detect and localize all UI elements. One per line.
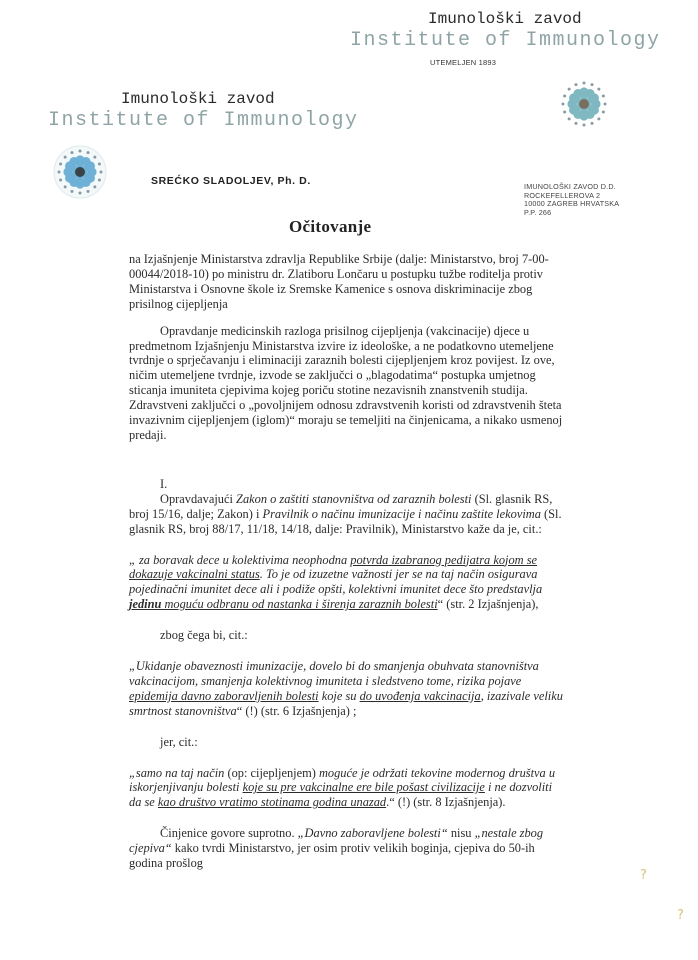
law-reference: (Sl. glasnik RS, broj 15/16, dalje; Zakon) i [129, 491, 553, 521]
logo-dot [591, 83, 594, 86]
logo-dot [75, 167, 85, 177]
document-title: Očitovanje [289, 217, 372, 236]
quote-3-underlined-2: kao društvo vratimo stotinama godina unazad [157, 795, 387, 810]
logo-dot [568, 117, 571, 120]
page-stain-mark: ? [677, 908, 684, 923]
quote-2-tail: , izazivale veliku smrtnost stanovništva [129, 688, 563, 718]
quote-3-underlined: koje su pre vakcinalne ere bile pošast civilizacije [242, 780, 485, 795]
logo-dot [597, 88, 600, 91]
quote-1-underlined: potvrda izabranog pedijatra kojom se dokazuje vakcinalni status [129, 552, 538, 582]
spacer [129, 443, 564, 477]
quote-3-tail: i ne dozvoliti da se [129, 780, 553, 810]
quote-1-close: “ (str. 2 Izjašnjenja), [437, 597, 539, 612]
paragraph-last [129, 826, 564, 871]
logo-dot [79, 192, 82, 195]
logo-dot [79, 150, 82, 153]
paragraph-last-lead: Činjenice govore suprotno. [160, 826, 298, 841]
section-number: I. [160, 476, 168, 491]
address-line: P.P. 266 [524, 207, 552, 217]
paragraph-last-quote-1: „Davno zaboravljene bolesti“ [297, 826, 448, 841]
letterhead-left-institute-en: Institute of Immunology [48, 109, 359, 132]
letterhead-right-institute-hr: Imunološki zavod [428, 10, 582, 28]
logo-dot [602, 94, 605, 97]
paragraph-last-mid: nisu [447, 826, 475, 841]
quote-2-underlined: epidemija davno zaboravljenih bolesti [129, 688, 319, 703]
address-line: IMUNOLOŠKI ZAVOD D.D. [524, 182, 616, 191]
quote-2-close: “ (!) (str. 6 Izjašnjenja) ; [236, 703, 357, 718]
spacer [129, 537, 564, 553]
connector-2-text: jer, cit.: [160, 734, 198, 749]
logo-dot [604, 103, 607, 106]
letter-body [129, 252, 564, 871]
rule-reference: (Sl. glasnik RS, broj 88/17, 11/18, 14/18, dalje: Pravilnik), Ministarstvo kaže da je, cit.: [129, 506, 562, 536]
logo-dot [602, 111, 605, 114]
spacer [129, 612, 564, 628]
logo-dot [98, 162, 101, 165]
quote-2-open: „Ukidanje obaveznosti imunizacije, dovelo bi do smanjenja obuhvata stanovništva vakcinacijom, smanjenja kolektivnog imuniteta i sledstveno tome, rizika pojave [129, 659, 539, 688]
address-line: 10000 ZAGREB HRVATSKA [524, 199, 620, 209]
established-label: UTEMELJEN 1893 [430, 58, 497, 67]
logo-dot [59, 179, 62, 182]
logo-dot [98, 179, 101, 182]
logo-dot [574, 122, 577, 125]
logo-dot [568, 88, 571, 91]
immunology-logo-icon [556, 76, 612, 132]
logo-dot [597, 117, 600, 120]
immunology-logo-left-icon [52, 144, 108, 200]
rule-title: Pravilnik o načinu imunizacije i načinu zaštite lekovima [262, 506, 541, 521]
logo-dot [100, 171, 103, 174]
logo-dot [579, 99, 589, 109]
quote-1-middle: . To je od izuzetne važnosti jer se na taj način osigurava pojedinačni imunitet dece ali i podiže opšti, kolektivni imunitet dece što predstavlja [129, 567, 543, 597]
logo-dot [64, 156, 67, 159]
connector-1-text: zbog čega bi, cit.: [160, 628, 248, 643]
logo-dot [87, 190, 90, 193]
logo-dot [583, 124, 586, 127]
quote-3-middle: moguće je održati tekovine modernog društva u iskorjenjivanju bolesti [129, 765, 556, 795]
logo-dot [93, 156, 96, 159]
spacer [129, 643, 564, 659]
logo-dot [58, 171, 61, 174]
letterhead-left-institute-hr: Imunološki zavod [121, 90, 275, 108]
logo-dot [563, 111, 566, 114]
section-1-paragraph [129, 492, 564, 537]
page-stain-mark: ? [640, 868, 647, 883]
spacer [129, 312, 564, 324]
logo-dot [93, 185, 96, 188]
logo-dot [87, 151, 90, 154]
quote-1 [129, 553, 564, 613]
logo-dot [591, 122, 594, 125]
paragraph-last-tail: kako tvrdi Ministarstvo, jer osim protiv velikih boginja, cjepiva do 50-ih godina prošlog [129, 841, 535, 871]
letterhead-right-institute-en: Institute of Immunology [350, 29, 661, 52]
signatory-name: SREĆKO SLADOLJEV, Ph. D. [151, 175, 311, 187]
quote-1-emphasis: jedinu [129, 597, 162, 612]
quote-1-open: „ za boravak dece u kolektivima neophodna [129, 552, 351, 567]
quote-3-open: „samo na taj način [129, 765, 225, 780]
quote-2 [129, 659, 564, 719]
logo-dot [563, 94, 566, 97]
logo-dot [70, 190, 73, 193]
section-1-lead: Opravdavajući [160, 491, 237, 506]
spacer [129, 810, 564, 826]
law-title: Zakon o zaštiti stanovništva od zaraznih bolesti [236, 491, 472, 506]
paragraph-1-text: Opravdanje medicinskih razloga prisilnog cijepljenja (vakcinacije) djece u predmetnom Izjašnjenju Ministarstva izvire iz ideološke, a ne podatkovno utemeljene tvrdnje o sprječavanju i eliminaciji zaraznih bolesti cijepljenjem kroz povijest. Iz ove, ničim utemeljene tvrdnje, izvode se zaključci o „blagodatima“ postupka umjetnog sticanja imuniteta cjepivima kojeg poriču stotine nezavisnih znanstvenih studija. Zdravstveni zaključci o „povoljnijem odnosu zdravstvenih koristi od zdravstvenih šteta invazivnim cijepljenjem (iglom)“ moraju se temeljiti na činjenicama, a nikako usmenoj predaji. [129, 323, 563, 442]
logo-dot [64, 185, 67, 188]
quote-3-aside: (op: cijepljenjem) [224, 765, 319, 780]
logo-dot [70, 151, 73, 154]
intro-text: na Izjašnjenje Ministarstva zdravlja Republike Srbije (dalje: Ministarstvo, broj 7-00-00044/2018-10) po ministru dr. Zlatiboru Lončaru u postupku tužbe roditelja protiv Ministarstva i Osnovne škole iz Sremske Kamenice s osnova diskriminacije zbog prisilnog cijepljenja [129, 252, 549, 311]
address-line: ROCKEFELLEROVA 2 [524, 190, 601, 200]
paragraph-last-quote-2: „nestale zbog cjepiva“ [129, 826, 544, 856]
quote-2-middle: koje su [318, 688, 360, 703]
spacer [129, 750, 564, 766]
logo-dot [574, 83, 577, 86]
spacer [129, 719, 564, 735]
quote-3 [129, 766, 564, 811]
quote-3-close: .“ (!) (str. 8 Izjašnjenja). [386, 795, 506, 810]
address-block [524, 183, 619, 217]
logo-dot [59, 162, 62, 165]
logo-dot [583, 82, 586, 85]
quote-1-underlined-2: moguću odbranu od nastanka i širenja zaraznih bolesti [161, 597, 438, 612]
quote-2-underlined-2: do uvođenja vakcinacija [359, 688, 481, 703]
logo-dot [562, 103, 565, 106]
